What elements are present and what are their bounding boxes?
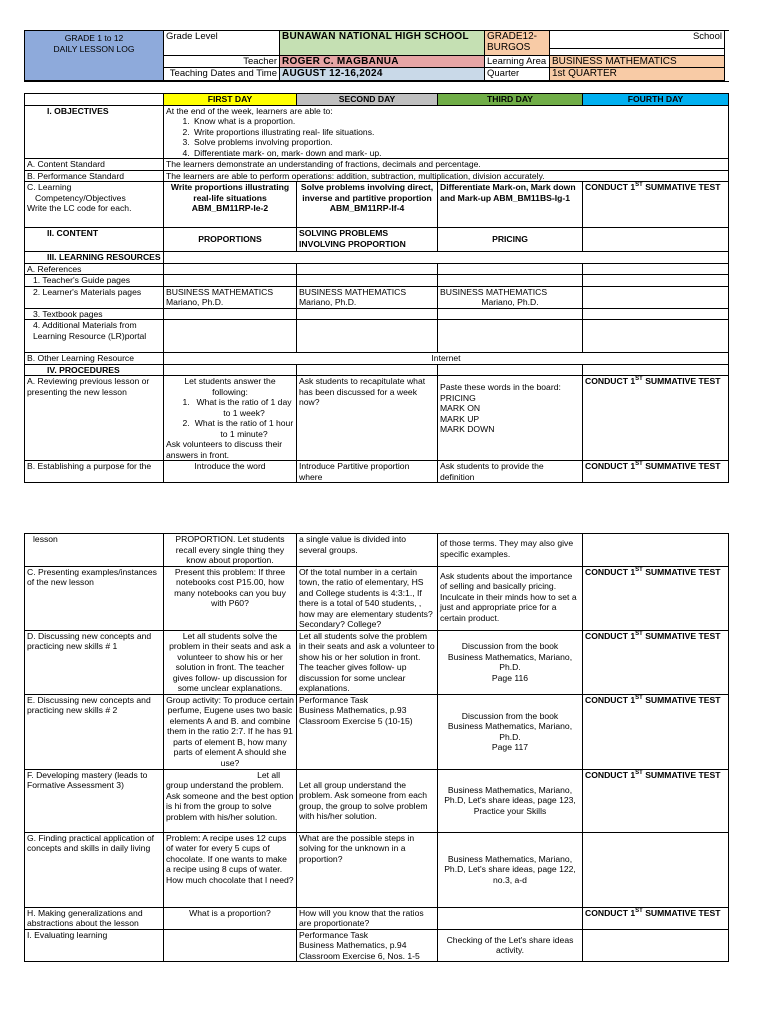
procedure-e-day3: Discussion from the book Business Mathematics, Mariano, Ph.D. Page 117 <box>438 694 583 769</box>
procedure-f-row <box>25 769 729 832</box>
procedure-d-day1: Let all students solve the problem in their seats and ask a volunteer to show his or her solution in front. The teacher gives follow- up discussion for some unclear explanations. <box>164 630 297 694</box>
objectives-row <box>25 105 729 159</box>
procedure-c-row <box>25 566 729 630</box>
objectives-list: 1. Know what is a proportion. 2. Write proportions illustrating real- life situations. 3. Solve problems involving proportion. 4. Differentiate mark- on, mark- down and mark- up. <box>166 116 726 158</box>
procedure-f-day4: CONDUCT 1ST SUMMATIVE TEST <box>583 769 729 832</box>
textbook-label: 3. Textbook pages <box>25 308 164 320</box>
log-title: GRADE 1 to 12 DAILY LESSON LOG <box>24 31 164 81</box>
learning-area-label: Learning Area <box>485 56 550 69</box>
dates-value: AUGUST 12-16,2024 <box>280 68 485 81</box>
procedure-a-day1: Let students answer the following: 1. What is the ratio of 1 day to 1 week? 2. What is the ratio of 1 hour to 1 minute? Ask volunteers to discuss their answers in front. <box>164 376 297 461</box>
procedure-f-label: F. Developing mastery (leads to Formative Assessment 3) <box>25 769 164 832</box>
references-label: A. References <box>25 263 164 275</box>
procedure-f-day2: Let all group understand the problem. Ask someone from each group, the group to solve problem with his/her solution. <box>297 769 438 832</box>
teachers-guide-row <box>25 275 729 287</box>
resources-row <box>25 252 729 264</box>
day-header-row <box>25 94 729 106</box>
content-day3: PRICING <box>438 228 583 252</box>
procedure-h-label: H. Making generalizations and abstractions about the lesson <box>25 907 164 929</box>
lesson-plan-table-page-1 <box>24 93 729 483</box>
competency-day1: Write proportions illustrating real-life situations ABM_BM11RP-Ie-2 <box>164 182 297 228</box>
performance-standard-row <box>25 170 729 182</box>
learners-materials-day2: BUSINESS MATHEMATICS Mariano, Ph.D. <box>297 286 438 308</box>
references-row <box>25 263 729 275</box>
procedure-h-day2: How will you know that the ratios are proportionate? <box>297 907 438 929</box>
learners-materials-day1: BUSINESS MATHEMATICS Mariano, Ph.D. <box>164 286 297 308</box>
day-header-fourth: FOURTH DAY <box>583 94 729 106</box>
content-day2: SOLVING PROBLEMS INVOLVING PROPORTION <box>297 228 438 252</box>
additional-materials-label: 4. Additional Materials from Learning Resource (LR)portal <box>25 320 164 353</box>
procedure-c-day2: Of the total number in a certain town, the ratio of elementary, HS and College students is 4:3:1., If there is a total of 540 students, , how may are elementary students? Secondary? College? <box>297 566 438 630</box>
procedure-f-day3: Business Mathematics, Mariano, Ph.D, Let's share ideas, page 123, Practice your Skills <box>438 769 583 832</box>
lesson-plan-table-page-2 <box>24 533 729 962</box>
procedure-b-row-part2 <box>25 534 729 567</box>
competency-day3: Differentiate Mark-on, Mark down and Mark-up ABM_BM11BS-Ig-1 <box>438 182 583 228</box>
content-standard-row <box>25 159 729 171</box>
procedure-d-day2: Let all students solve the problem in their seats and ask a volunteer to show his or her solution in front. The teacher gives follow- up discussion for some unclear explanations. <box>297 630 438 694</box>
procedure-e-day1: Group activity: To produce certain perfume, Eugene uses two basic elements A and B. and combine them in the ratio 2:7. If he has 91 parts of element B, how many parts of element A should she use? <box>164 694 297 769</box>
competency-day2: Solve problems involving direct, inverse and partitive proportion ABM_BM11RP-If-4 <box>297 182 438 228</box>
other-resource-row <box>25 353 729 365</box>
procedure-d-row <box>25 630 729 694</box>
quarter-label: Quarter <box>485 68 550 81</box>
procedure-i-day2: Performance Task Business Mathematics, p.94 Classroom Exercise 6, Nos. 1-5 <box>297 929 438 962</box>
procedure-c-day1: Present this problem: If three notebooks cost P15.00, how many notebooks can you buy with P60? <box>164 566 297 630</box>
procedure-b-day3-part2: of those terms. They may also give specific examples. <box>438 534 583 567</box>
procedure-a-day4: CONDUCT 1ST SUMMATIVE TEST <box>583 376 729 461</box>
competency-day4: CONDUCT 1ST SUMMATIVE TEST <box>583 182 729 228</box>
procedure-b-day4: CONDUCT 1ST SUMMATIVE TEST <box>583 461 729 483</box>
content-row <box>25 228 729 252</box>
grade-level-label: Grade Level <box>164 31 280 56</box>
procedure-c-label: C. Presenting examples/instances of the new lesson <box>25 566 164 630</box>
procedure-g-day2: What are the possible steps in solving for the unknown in a proportion? <box>297 832 438 907</box>
performance-standard-text: The learners are able to perform operations: addition, subtraction, multiplication, division accurately. <box>164 170 729 182</box>
procedure-h-day1: What is a proportion? <box>164 907 297 929</box>
lesson-log-header <box>24 30 729 82</box>
procedure-c-day4: CONDUCT 1ST SUMMATIVE TEST <box>583 566 729 630</box>
procedure-i-label: I. Evaluating learning <box>25 929 164 962</box>
learners-materials-row <box>25 286 729 308</box>
learners-materials-day3: BUSINESS MATHEMATICS Mariano, Ph.D. <box>438 286 583 308</box>
learners-materials-label: 2. Learner's Materials pages <box>25 286 164 308</box>
objectives-label: I. OBJECTIVES <box>25 105 164 159</box>
content-standard-label: A. Content Standard <box>25 159 164 171</box>
procedure-b-day1-part1: Introduce the word <box>164 461 297 483</box>
procedure-a-day2: Ask students to recapitulate what has been discussed for a week now? <box>297 376 438 461</box>
school-label-pad <box>550 49 725 56</box>
learning-area-value: BUSINESS MATHEMATICS <box>550 56 725 69</box>
procedure-b-label: B. Establishing a purpose for the <box>25 461 164 483</box>
procedure-d-day4: CONDUCT 1ST SUMMATIVE TEST <box>583 630 729 694</box>
content-day1: PROPORTIONS <box>164 228 297 252</box>
procedure-e-day2: Performance Task Business Mathematics, p.93 Classroom Exercise 5 (10-15) <box>297 694 438 769</box>
procedure-d-day3: Discussion from the book Business Mathematics, Mariano, Ph.D. Page 116 <box>438 630 583 694</box>
content-standard-text: The learners demonstrate an understanding of fractions, decimals and percentage. <box>164 159 729 171</box>
additional-materials-row <box>25 320 729 353</box>
procedure-a-row <box>25 376 729 461</box>
teacher-label: Teacher <box>164 56 280 69</box>
competency-row <box>25 182 729 228</box>
procedure-h-day4: CONDUCT 1ST SUMMATIVE TEST <box>583 907 729 929</box>
procedure-b-day1-part2: PROPORTION. Let students recall every single thing they know about proportion. <box>164 534 297 567</box>
other-resource-value: Internet <box>164 353 729 365</box>
procedure-c-day3: Ask students about the importance of selling and basically pricing. Inculcate in their minds how to set a just and appropriate price for a certain product. <box>438 566 583 630</box>
procedure-f-day1: Let all group understand the problem. Ask someone and the best option is hi from the group to solve problem with his/her solution. <box>164 769 297 832</box>
content-label: II. CONTENT <box>25 228 164 252</box>
procedure-d-label: D. Discussing new concepts and practicing new skills # 1 <box>25 630 164 694</box>
quarter-value: 1st QUARTER <box>550 68 725 81</box>
procedure-i-row <box>25 929 729 962</box>
objectives-content: At the end of the week, learners are able to: 1. Know what is a proportion. 2. Write proportions illustrating real- life situations. 3. Solve problems involving proportion. 4. Differentiate mark- on, mark- down and mark- up. <box>164 105 729 159</box>
day-header-third: THIRD DAY <box>438 94 583 106</box>
grade-level-value: GRADE12-BURGOS <box>485 31 550 56</box>
procedure-e-label: E. Discussing new concepts and practicing new skills # 2 <box>25 694 164 769</box>
school-value: BUNAWAN NATIONAL HIGH SCHOOL <box>280 31 485 56</box>
performance-standard-label: B. Performance Standard <box>25 170 164 182</box>
other-resource-label: B. Other Learning Resource <box>25 353 164 365</box>
procedure-b-day2-part2: a single value is divided into several groups. <box>297 534 438 567</box>
dates-label: Teaching Dates and Time <box>164 68 280 81</box>
procedure-b-day2-part1: Introduce Partitive proportion where <box>297 461 438 483</box>
procedure-b-label-cont: lesson <box>25 534 164 567</box>
procedure-g-label: G. Finding practical application of concepts and skills in daily living <box>25 832 164 907</box>
procedure-a-day3: Paste these words in the board: PRICING MARK ON MARK UP MARK DOWN <box>438 376 583 461</box>
teachers-guide-label: 1. Teacher's Guide pages <box>25 275 164 287</box>
procedure-g-day1: Problem: A recipe uses 12 cups of water for every 5 cups of chocolate. If one wants to make a recipe using 8 cups of water. How much chocolate that I need? <box>164 832 297 907</box>
resources-label: III. LEARNING RESOURCES <box>25 252 164 264</box>
textbook-row <box>25 308 729 320</box>
procedures-row <box>25 364 729 376</box>
procedure-g-day3: Business Mathematics, Mariano, Ph.D, Let's share ideas, page 122, no.3, a-d <box>438 832 583 907</box>
day-header-second: SECOND DAY <box>297 94 438 106</box>
procedure-e-day4: CONDUCT 1ST SUMMATIVE TEST <box>583 694 729 769</box>
day-header-first: FIRST DAY <box>164 94 297 106</box>
procedure-g-row <box>25 832 729 907</box>
teacher-value: ROGER C. MAGBANUA <box>280 56 485 69</box>
procedures-label: IV. PROCEDURES <box>25 364 164 376</box>
procedure-h-row <box>25 907 729 929</box>
procedure-e-row <box>25 694 729 769</box>
competency-label: C. Learning Competency/Objectives Write the LC code for each. <box>25 182 164 228</box>
procedure-b-row-part1 <box>25 461 729 483</box>
procedure-a-label: A. Reviewing previous lesson or presenting the new lesson <box>25 376 164 461</box>
procedure-i-day3: Checking of the Let's share ideas activity. <box>438 929 583 962</box>
procedure-b-day3-part1: Ask students to provide the definition <box>438 461 583 483</box>
school-label: School <box>550 31 725 49</box>
